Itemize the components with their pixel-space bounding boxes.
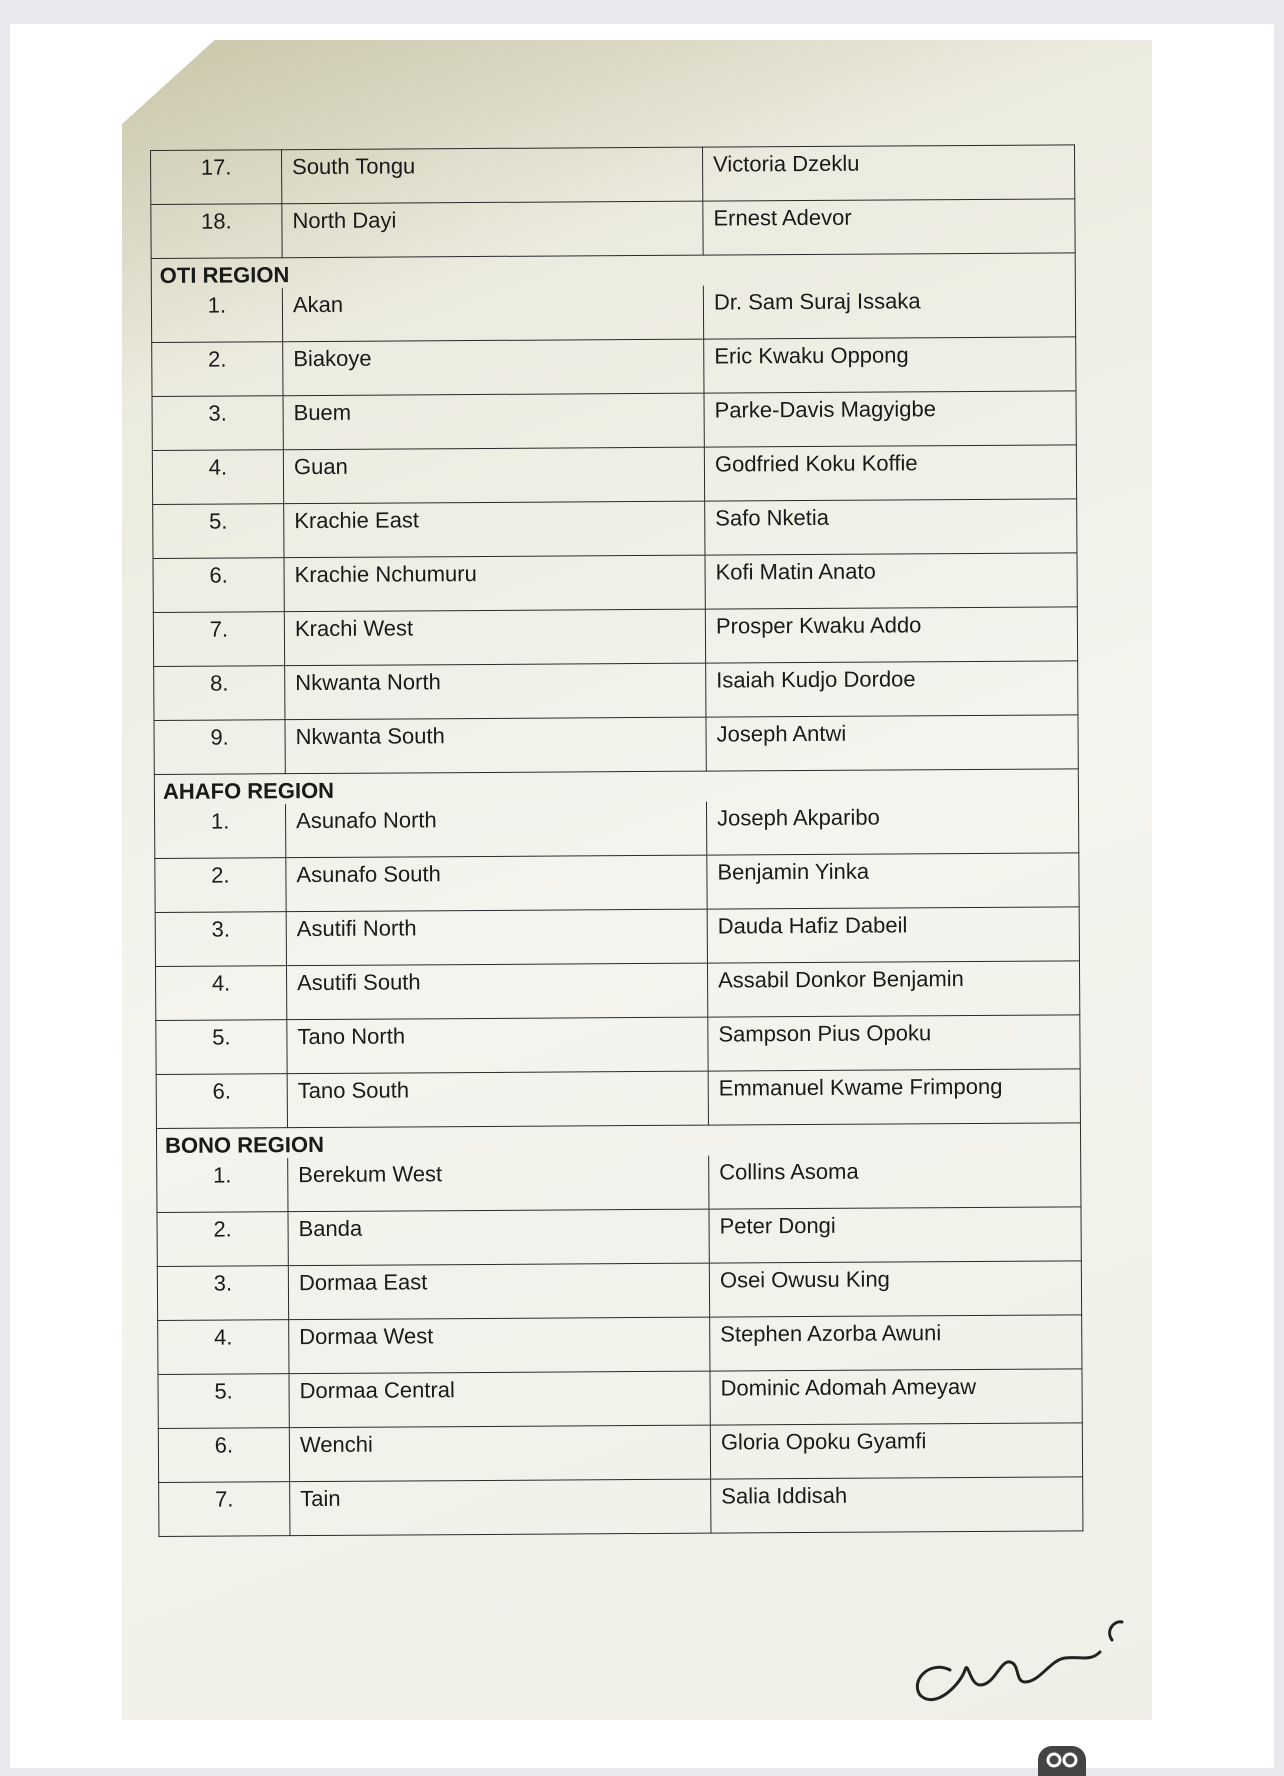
appointee-name: Gloria Opoku Gyamfi: [710, 1423, 1082, 1479]
row-number: 17.: [151, 150, 282, 205]
constituency-cell: Tano South: [287, 1071, 708, 1128]
appointee-name: Dominic Adomah Ameyaw: [710, 1369, 1082, 1425]
appointee-name: Godfried Koku Koffie: [704, 445, 1076, 501]
row-number: 1.: [157, 1158, 288, 1212]
appointee-name: Sampson Pius Opoku: [708, 1015, 1080, 1071]
appointees-table: [150, 144, 1083, 1537]
appointee-name: Stephen Azorba Awuni: [710, 1315, 1082, 1371]
constituency-cell: Tain: [290, 1479, 711, 1536]
table-row: [155, 907, 1079, 967]
appointee-name: Osei Owusu King: [709, 1261, 1081, 1317]
constituency-cell: Asunafo North: [285, 802, 706, 858]
constituency-cell: Krachie Nchumuru: [284, 555, 705, 612]
table-row: [153, 607, 1077, 667]
constituency-cell: Guan: [283, 447, 704, 504]
constituency-cell: Banda: [288, 1209, 709, 1266]
row-number: 18.: [151, 204, 282, 259]
appointee-name: Emmanuel Kwame Frimpong: [708, 1069, 1080, 1125]
row-number: 5.: [158, 1374, 289, 1429]
appointee-name: Joseph Antwi: [706, 715, 1078, 771]
appointee-name: Prosper Kwaku Addo: [705, 607, 1077, 663]
table-row: [155, 853, 1079, 913]
table-row: [155, 961, 1079, 1021]
appointee-name: Safo Nketia: [705, 499, 1077, 555]
appointee-name: Salia Iddisah: [711, 1477, 1083, 1533]
appointee-name: Collins Asoma: [709, 1153, 1081, 1209]
table-row: [158, 1423, 1082, 1483]
appointee-name: Victoria Dzeklu: [702, 145, 1074, 201]
row-number: 2.: [157, 1212, 288, 1267]
table-row: [153, 553, 1077, 613]
constituency-cell: Buem: [283, 393, 704, 450]
row-number: 3.: [157, 1266, 288, 1321]
constituency-cell: Akan: [282, 286, 703, 342]
constituency-cell: North Dayi: [282, 201, 703, 258]
appointee-name: Ernest Adevor: [703, 199, 1075, 255]
region-title: BONO REGION: [156, 1123, 1080, 1159]
appointee-name: Kofi Matin Anato: [705, 553, 1077, 609]
appointee-name: Dr. Sam Suraj Issaka: [703, 283, 1075, 339]
row-number: 6.: [153, 558, 284, 613]
row-number: 7.: [159, 1482, 290, 1537]
table-row: [157, 1261, 1081, 1321]
appointee-name: Assabil Donkor Benjamin: [707, 961, 1079, 1017]
row-number: 4.: [152, 450, 283, 505]
table-row: [154, 661, 1078, 721]
row-number: 7.: [153, 612, 284, 667]
constituency-cell: Asunafo South: [286, 855, 707, 912]
table-row: [152, 337, 1076, 397]
row-number: 5.: [156, 1020, 287, 1075]
row-number: 3.: [155, 912, 286, 967]
appointee-name: Isaiah Kudjo Dordoe: [706, 661, 1078, 717]
app-watermark-badge: [1038, 1746, 1086, 1776]
table-row: [151, 283, 1075, 342]
row-number: 1.: [155, 804, 286, 858]
table-row: [159, 1477, 1083, 1537]
row-number: 6.: [158, 1428, 289, 1483]
row-number: 1.: [151, 288, 282, 342]
appointee-name: Eric Kwaku Oppong: [704, 337, 1076, 393]
constituency-cell: Krachi West: [284, 609, 705, 666]
constituency-cell: Tano North: [287, 1017, 708, 1074]
table-row: [151, 145, 1075, 205]
table-row: [152, 445, 1076, 505]
table-body: [151, 145, 1083, 1537]
row-number: 2.: [152, 342, 283, 397]
constituency-cell: Biakoye: [283, 339, 704, 396]
appointee-name: Dauda Hafiz Dabeil: [707, 907, 1079, 963]
constituency-cell: Asutifi South: [286, 963, 707, 1020]
row-number: 6.: [156, 1074, 287, 1129]
row-number: 4.: [158, 1320, 289, 1375]
row-number: 8.: [154, 666, 285, 721]
table-row: [157, 1207, 1081, 1267]
table-row: [158, 1315, 1082, 1375]
constituency-cell: Dormaa East: [288, 1263, 709, 1320]
table-row: [156, 1069, 1080, 1129]
appointee-name: Peter Dongi: [709, 1207, 1081, 1263]
constituency-cell: Dormaa West: [289, 1317, 710, 1374]
table-row: [157, 1153, 1081, 1212]
document-page: [150, 144, 1083, 1537]
table-row: [152, 391, 1076, 451]
constituency-cell: Wenchi: [289, 1425, 710, 1482]
table-row: [156, 1015, 1080, 1075]
row-number: 2.: [155, 858, 286, 913]
signature-mark: [890, 1600, 1130, 1710]
table-row: [153, 499, 1077, 559]
constituency-cell: Krachie East: [284, 501, 705, 558]
row-number: 9.: [154, 720, 285, 775]
table-row: [154, 715, 1078, 775]
table-row: [155, 799, 1079, 858]
appointee-name: Joseph Akparibo: [706, 799, 1078, 855]
constituency-cell: Dormaa Central: [289, 1371, 710, 1428]
row-number: 3.: [152, 396, 283, 451]
appointee-name: Benjamin Yinka: [707, 853, 1079, 909]
region-title: AHAFO REGION: [154, 769, 1078, 805]
table-row: [151, 199, 1075, 259]
region-title: OTI REGION: [151, 253, 1075, 289]
table-row: [158, 1369, 1082, 1429]
appointee-name: Parke-Davis Magyigbe: [704, 391, 1076, 447]
constituency-cell: Nkwanta North: [285, 663, 706, 720]
constituency-cell: Nkwanta South: [285, 717, 706, 774]
row-number: 4.: [155, 966, 286, 1021]
constituency-cell: Berekum West: [288, 1156, 709, 1212]
row-number: 5.: [153, 504, 284, 559]
constituency-cell: Asutifi North: [286, 909, 707, 966]
constituency-cell: South Tongu: [282, 147, 703, 204]
